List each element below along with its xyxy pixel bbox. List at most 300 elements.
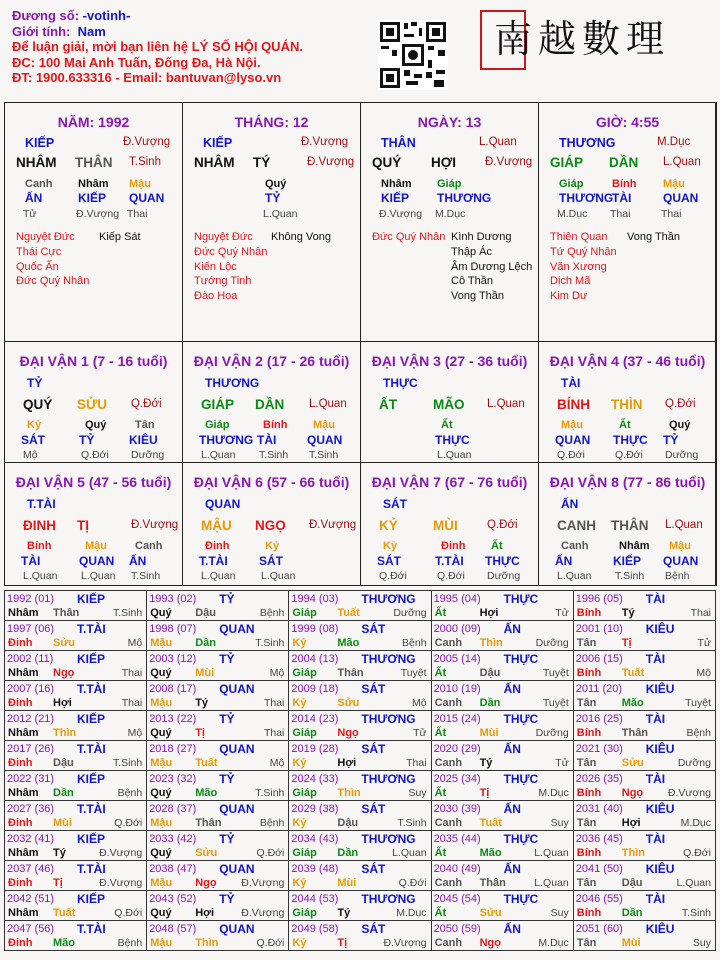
annual-year: 2023 (32) — [149, 773, 197, 785]
annual-cell — [147, 801, 289, 831]
annual-truong-sinh: Dưỡng — [535, 637, 569, 649]
annual-can: Giáp — [292, 787, 317, 799]
annual-cell — [289, 771, 431, 801]
pillar-title: THÁNG: 12 — [234, 114, 309, 130]
hidden-sao: QUAN — [555, 433, 591, 447]
hidden-can: Mậu — [85, 540, 107, 552]
annual-truong-sinh: Tuyệt — [685, 697, 711, 709]
hidden-sao: ẤN — [25, 191, 43, 205]
annual-sao: THƯƠNG — [361, 892, 416, 906]
annual-chi: Hợi — [337, 757, 357, 769]
hidden-can: Giáp — [559, 178, 584, 190]
annual-chi: Tý — [479, 757, 493, 769]
annual-cell — [147, 861, 289, 891]
hidden-can: Kỷ — [27, 419, 42, 431]
annual-can: Mậu — [150, 817, 173, 829]
annual-chi: Thìn — [621, 847, 645, 859]
annual-truong-sinh: Đ.Vượng — [241, 907, 285, 919]
annual-can: Quý — [150, 727, 172, 739]
annual-year: 1998 (07) — [149, 623, 197, 635]
annual-can: Giáp — [292, 607, 317, 619]
annual-truong-sinh: Tử — [555, 757, 569, 769]
annual-truong-sinh: M.Dục — [396, 907, 427, 919]
annual-year: 2017 (26) — [7, 743, 55, 755]
annual-year: 2026 (35) — [575, 773, 623, 785]
annual-cell — [573, 591, 715, 621]
than-sat-item: Vong Thần — [451, 290, 505, 303]
annual-can: Kỷ — [292, 877, 307, 889]
annual-can: Ất — [434, 907, 447, 919]
annual-year: 2025 (34) — [433, 773, 481, 785]
annual-chi: Sửu — [337, 697, 360, 709]
hidden-ts: Dưỡng — [665, 449, 699, 461]
annual-can: Đinh — [8, 637, 33, 649]
annual-sao: TỶ — [219, 832, 235, 846]
annual-chi: Mùi — [337, 877, 357, 889]
annual-chi: Ngọ — [337, 727, 359, 739]
annual-can: Kỷ — [292, 757, 307, 769]
annual-cell — [289, 831, 431, 861]
annual-chi: Tý — [337, 907, 351, 919]
annual-sao: T.TÀI — [77, 922, 106, 936]
annual-truong-sinh: T.Sinh — [255, 787, 285, 799]
annual-sao: KIÊU — [645, 622, 675, 636]
than-sat-item: Kim Dư — [550, 290, 588, 303]
hidden-can: Quý — [669, 419, 691, 431]
annual-cell — [5, 591, 147, 621]
than-sat-right — [451, 230, 532, 304]
annual-year: 1996 (05) — [575, 593, 623, 605]
annual-truong-sinh: Thai — [406, 757, 427, 769]
pillar-sao-ts: Đ.Vượng — [301, 136, 349, 148]
annual-cell — [573, 861, 715, 891]
hidden-ts: Thai — [661, 208, 682, 220]
annual-row — [5, 801, 716, 831]
dai-van-can: KỶ — [379, 518, 398, 533]
annual-sao: KIẾP — [77, 832, 106, 846]
dai-van-cell — [538, 341, 717, 463]
annual-can: Mậu — [150, 637, 173, 649]
annual-year: 2040 (49) — [433, 863, 481, 875]
annual-chi: Ngọ — [53, 667, 75, 679]
annual-year: 2019 (28) — [291, 743, 339, 755]
annual-row — [5, 741, 716, 771]
annual-cell — [147, 651, 289, 681]
annual-can: Canh — [434, 817, 463, 829]
annual-chi: Ngọ — [621, 787, 644, 799]
dai-van-can: BÍNH — [557, 397, 590, 412]
annual-chi: Tị — [621, 637, 632, 649]
annual-cell — [573, 921, 715, 951]
annual-sao: T.TÀI — [77, 862, 106, 876]
annual-truong-sinh: Q.Đới — [114, 817, 143, 829]
dai-van-sao: T.TÀI — [27, 497, 56, 511]
hidden-can: Quý — [265, 178, 287, 190]
annual-row — [5, 651, 716, 681]
than-sat-item: Kiến Lộc — [194, 260, 237, 273]
annual-can: Đinh — [8, 697, 33, 709]
annual-sao: THỰC — [503, 652, 539, 666]
annual-sao: QUAN — [219, 742, 255, 756]
pillar-chi: HỢI — [431, 155, 457, 170]
pillar-sao: KIẾP — [203, 136, 233, 150]
hidden-sao: QUAN — [663, 191, 699, 205]
hidden-ts: T.Sinh — [309, 449, 339, 461]
annual-cell — [431, 591, 573, 621]
annual-sao: ẤN — [503, 802, 521, 816]
header-info — [12, 8, 303, 86]
annual-sao: KIÊU — [645, 742, 675, 756]
annual-truong-sinh: Dưỡng — [535, 727, 569, 739]
hidden-can: Canh — [135, 540, 163, 552]
annual-can: Mậu — [150, 937, 173, 949]
annual-truong-sinh: Bệnh — [402, 637, 427, 649]
hidden-sao: QUAN — [129, 191, 165, 205]
dai-van-title: ĐẠI VẬN 4 (37 - 46 tuổi) — [549, 353, 706, 369]
annual-sao: QUAN — [219, 622, 255, 636]
annual-sao: THỰC — [503, 892, 539, 906]
annual-year: 2000 (09) — [433, 623, 481, 635]
annual-row — [5, 771, 716, 801]
hidden-sao: SÁT — [21, 433, 45, 447]
annual-cell — [573, 711, 715, 741]
pillar-title: NGÀY: 13 — [417, 114, 482, 130]
dai-van-title: ĐẠI VẬN 5 (47 - 56 tuổi) — [15, 474, 172, 490]
pillar-truong-sinh: Đ.Vượng — [485, 156, 533, 168]
annual-sao: ẤN — [503, 862, 521, 876]
annual-chi: Dần — [479, 697, 501, 709]
annual-chi: Dần — [337, 847, 359, 859]
hidden-sao: THỰC — [485, 554, 520, 568]
annual-chi: Tuất — [337, 607, 360, 619]
annual-year: 2015 (24) — [433, 713, 481, 725]
annual-sao: TÀI — [645, 592, 666, 606]
annual-sao: T.TÀI — [77, 622, 106, 636]
hidden-can: Mậu — [561, 419, 583, 431]
pillar-can: GIÁP — [550, 155, 584, 170]
annual-can: Canh — [434, 757, 463, 769]
annual-chi: Thân — [479, 877, 506, 889]
annual-year: 2003 (12) — [149, 653, 197, 665]
annual-cell — [147, 591, 289, 621]
annual-truong-sinh: Suy — [692, 937, 711, 949]
than-sat-left — [372, 230, 445, 245]
annual-can: Mậu — [150, 877, 173, 889]
annual-sao: THƯƠNG — [361, 652, 416, 666]
annual-year: 2016 (25) — [575, 713, 623, 725]
than-sat-item: Âm Dương Lệch — [451, 260, 533, 273]
dai-van-sao: ẤN — [561, 497, 579, 511]
hidden-sao: KIẾP — [613, 554, 642, 568]
annual-truong-sinh: Mộ — [127, 637, 143, 649]
brand-logo: 南越數理 — [494, 17, 671, 61]
annual-chi: Mão — [195, 787, 218, 799]
dai-van-chi: DẦN — [255, 397, 285, 412]
annual-can: Ất — [434, 727, 447, 739]
annual-can: Kỷ — [292, 637, 307, 649]
annual-chi: Thân — [195, 817, 222, 829]
annual-year: 2001 (10) — [575, 623, 623, 635]
annual-cell — [431, 921, 573, 951]
annual-cell — [431, 711, 573, 741]
hidden-sao: TÀI — [21, 554, 41, 568]
annual-cell — [289, 651, 431, 681]
annual-cell — [573, 801, 715, 831]
annual-truong-sinh: Đ.Vượng — [99, 847, 143, 859]
annual-truong-sinh: Suy — [550, 907, 569, 919]
annual-truong-sinh: Q.Đới — [683, 847, 711, 859]
pillar-truong-sinh: T.Sinh — [129, 156, 161, 168]
annual-year: 1995 (04) — [433, 593, 481, 605]
annual-chi: Dậu — [53, 757, 74, 769]
than-sat-item: Thái Cực — [16, 245, 62, 258]
dai-van-ts: L.Quan — [309, 398, 347, 410]
than-sat-item: Cô Thần — [451, 275, 493, 288]
than-sat-item: Không Vong — [271, 231, 331, 243]
annual-cell — [147, 621, 289, 651]
dai-van-title: ĐẠI VẬN 6 (57 - 66 tuổi) — [193, 474, 350, 490]
than-sat-item: Nguyệt Đức — [16, 231, 75, 243]
phone-email-line[interactable]: ĐT: 1900.633316 - Email: bantuvan@lyso.vn — [12, 70, 282, 85]
annual-truong-sinh: Thai — [121, 697, 143, 709]
dai-van-cell — [182, 341, 361, 463]
annual-sao: KIÊU — [645, 922, 675, 936]
hidden-sao: SÁT — [259, 554, 283, 568]
hidden-ts: M.Dục — [557, 208, 588, 220]
dai-van-chi: MÃO — [433, 397, 465, 412]
annual-cell — [289, 801, 431, 831]
annual-cell — [5, 891, 147, 921]
annual-can: Ất — [434, 667, 447, 679]
annual-truong-sinh: Suy — [408, 787, 427, 799]
annual-truong-sinh: T.Sinh — [113, 757, 143, 769]
annual-can: Quý — [150, 667, 172, 679]
hidden-can: Kỷ — [265, 540, 280, 552]
dai-van-sao: TÀI — [561, 376, 581, 390]
gioi-tinh-label: Giới tính: — [12, 23, 71, 39]
annual-truong-sinh: T.Sinh — [681, 907, 711, 919]
annual-row — [5, 681, 716, 711]
annual-year: 2047 (56) — [7, 923, 55, 935]
annual-chi: Thìn — [479, 637, 503, 649]
hidden-ts: L.Quan — [201, 449, 236, 461]
annual-truong-sinh: Q.Đới — [256, 937, 285, 949]
hidden-sao: TỶ — [79, 433, 95, 447]
annual-year: 2034 (43) — [291, 833, 339, 845]
than-sat-item: Tướng Tinh — [194, 275, 252, 288]
annual-year: 2037 (46) — [7, 863, 55, 875]
annual-year: 2051 (60) — [575, 923, 623, 935]
annual-year: 2002 (11) — [7, 653, 54, 665]
annual-sao: T.TÀI — [77, 802, 106, 816]
contact-line: Để luận giải, mời bạn liên hệ LÝ SỐ HỘI QUÁN. — [12, 39, 303, 54]
annual-cell — [5, 651, 147, 681]
annual-can: Mậu — [150, 757, 173, 769]
annual-sao: TÀI — [645, 712, 666, 726]
qr-code-icon — [378, 20, 448, 90]
hidden-can: Canh — [25, 178, 53, 190]
pillar-cell — [360, 102, 539, 342]
annual-truong-sinh: Mộ — [269, 667, 285, 679]
pillar-cell — [538, 102, 717, 342]
annual-can: Quý — [150, 847, 172, 859]
annual-sao: KIÊU — [645, 682, 675, 696]
annual-can: Nhâm — [8, 727, 39, 739]
annual-year: 1994 (03) — [291, 593, 339, 605]
annual-truong-sinh: Thai — [121, 667, 143, 679]
annual-can: Tân — [576, 817, 597, 829]
hidden-can: Đinh — [441, 540, 466, 552]
annual-can: Quý — [150, 907, 172, 919]
annual-truong-sinh: Bệnh — [259, 607, 285, 619]
annual-chi: Sửu — [621, 757, 644, 769]
annual-year: 2027 (36) — [7, 803, 55, 815]
annual-truong-sinh: Thai — [263, 697, 285, 709]
annual-truong-sinh: Q.Đới — [398, 877, 427, 889]
annual-can: Nhâm — [8, 847, 39, 859]
annual-cell — [573, 681, 715, 711]
hidden-sao: TỶ — [265, 191, 281, 205]
annual-year: 2011 (20) — [575, 683, 623, 695]
than-sat-item: Tứ Quý Nhân — [550, 245, 617, 258]
hidden-sao: ẤN — [555, 554, 573, 568]
annual-cell — [431, 651, 573, 681]
hidden-ts: Q.Đới — [557, 449, 585, 461]
annual-sao: THƯƠNG — [361, 592, 416, 606]
dai-van-sao: THỰC — [383, 376, 418, 390]
annual-cell — [289, 891, 431, 921]
annual-sao: TỶ — [219, 892, 235, 906]
annual-chi: Thìn — [337, 787, 361, 799]
annual-sao: ẤN — [503, 922, 521, 936]
pillar-sao-ts: M.Dục — [657, 136, 691, 148]
annual-cell — [147, 771, 289, 801]
annual-year: 2042 (51) — [7, 893, 55, 905]
annual-chi: Tuất — [479, 817, 502, 829]
annual-sao: T.TÀI — [77, 742, 106, 756]
than-sat-item: Thiên Quan — [550, 231, 608, 243]
annual-sao: THỰC — [503, 592, 539, 606]
annual-year: 2032 (41) — [7, 833, 55, 845]
annual-chi: Dần — [621, 907, 643, 919]
annual-truong-sinh: Suy — [550, 817, 569, 829]
annual-chi: Mão — [479, 847, 502, 859]
annual-sao: ẤN — [503, 682, 521, 696]
hidden-can: Nhâm — [381, 178, 412, 190]
annual-sao: ẤN — [503, 742, 521, 756]
annual-year: 2041 (50) — [575, 863, 623, 875]
hidden-ts: L.Quan — [437, 449, 472, 461]
annual-cell — [573, 771, 715, 801]
annual-sao: SÁT — [361, 802, 386, 816]
than-sat-item: Dịch Mã — [550, 275, 591, 288]
annual-truong-sinh: L.Quan — [392, 847, 427, 859]
annual-sao: QUAN — [219, 862, 255, 876]
annual-row — [5, 591, 716, 621]
annual-year: 2038 (47) — [149, 863, 197, 875]
annual-chi: Ngọ — [195, 877, 217, 889]
hidden-can: Ất — [619, 419, 631, 431]
annual-truong-sinh: Đ.Vượng — [667, 787, 711, 799]
dai-van-can: ĐINH — [23, 518, 56, 533]
annual-truong-sinh: Q.Đới — [256, 847, 285, 859]
hidden-ts: Đ.Vượng — [76, 208, 120, 220]
annual-cell — [573, 621, 715, 651]
than-sat-item: Quốc Ấn — [16, 260, 59, 273]
annual-can: Tân — [576, 637, 597, 649]
dai-van-title: ĐẠI VẬN 2 (17 - 26 tuổi) — [193, 353, 350, 369]
hidden-sao: THỰC — [435, 433, 470, 447]
annual-year: 2024 (33) — [291, 773, 339, 785]
hidden-ts: L.Quan — [81, 570, 116, 582]
annual-truong-sinh: L.Quan — [676, 877, 711, 889]
annual-year: 2020 (29) — [433, 743, 481, 755]
annual-cell — [5, 801, 147, 831]
than-sat-item: Đức Quý Nhân — [194, 245, 268, 258]
dai-van-sao: TỶ — [27, 376, 43, 390]
annual-cell — [289, 591, 431, 621]
hidden-ts: M.Dục — [435, 208, 466, 220]
annual-cell — [5, 831, 147, 861]
hidden-sao: TÀI — [257, 433, 277, 447]
annual-truong-sinh: Dưỡng — [677, 757, 711, 769]
annual-can: Canh — [434, 637, 463, 649]
annual-truong-sinh: Thai — [263, 727, 285, 739]
hidden-ts: Dưỡng — [487, 570, 521, 582]
gioi-tinh-value: Nam — [77, 23, 106, 39]
annual-sao: SÁT — [361, 742, 386, 756]
hidden-can: Mậu — [129, 178, 151, 190]
pillar-chi: THÂN — [75, 155, 113, 170]
annual-cell — [5, 921, 147, 951]
annual-truong-sinh: Thai — [690, 607, 711, 619]
annual-sao: SÁT — [361, 862, 386, 876]
annual-can: Ất — [434, 607, 447, 619]
annual-year: 2044 (53) — [291, 893, 339, 905]
hidden-can: Nhâm — [78, 178, 109, 190]
annual-cell — [147, 891, 289, 921]
annual-sao: TÀI — [645, 652, 666, 666]
hidden-sao: QUAN — [663, 554, 699, 568]
annual-sao: TÀI — [645, 832, 666, 846]
annual-sao: KIÊU — [645, 862, 675, 876]
dai-van-chi: THÌN — [611, 397, 643, 412]
annual-can: Đinh — [8, 937, 33, 949]
annual-can: Nhâm — [8, 907, 39, 919]
annual-can: Nhâm — [8, 787, 39, 799]
hidden-ts: L.Quan — [557, 570, 592, 582]
annual-sao: THỰC — [503, 772, 539, 786]
than-sat-item: Đào Hoa — [194, 290, 238, 303]
annual-cell — [431, 621, 573, 651]
annual-chi: Tuất — [53, 907, 76, 919]
annual-truong-sinh: Dưỡng — [393, 607, 427, 619]
annual-sao: TÀI — [645, 892, 666, 906]
pillar-sao-ts: Đ.Vượng — [123, 136, 171, 148]
annual-chi: Tuất — [621, 667, 645, 679]
hidden-can: Kỷ — [383, 540, 398, 552]
pillar-sao-ts: L.Quan — [479, 136, 517, 148]
annual-year: 2010 (19) — [433, 683, 481, 695]
hidden-can: Canh — [561, 540, 589, 552]
hidden-sao: KIẾP — [78, 191, 107, 205]
annual-cell — [5, 621, 147, 651]
annual-year: 2004 (13) — [291, 653, 339, 665]
than-sat-item: Nguyệt Đức — [194, 231, 253, 243]
annual-sao: TỶ — [219, 712, 235, 726]
annual-row — [5, 861, 716, 891]
annual-cell — [431, 741, 573, 771]
